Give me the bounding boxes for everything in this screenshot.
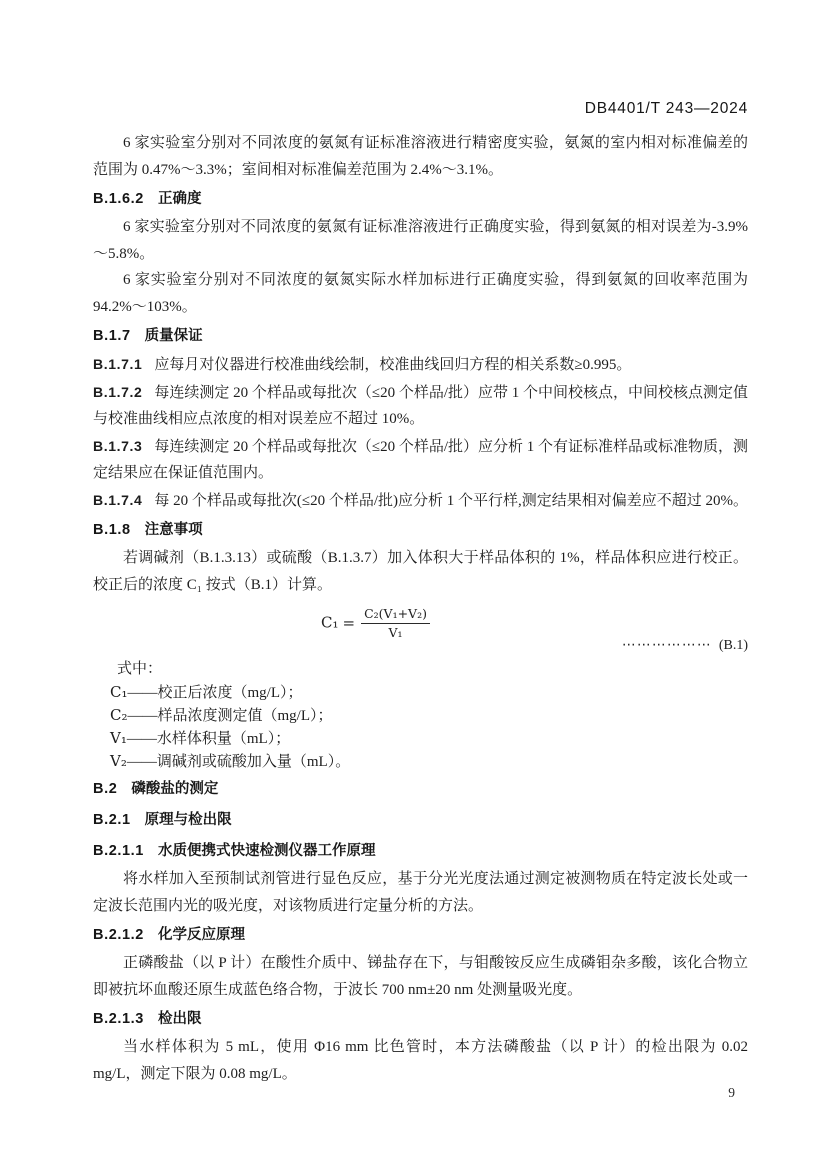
fraction-numerator: C₂(V₁+V₂) [361,606,430,624]
clause-b-1-7-1 [93,351,748,379]
definition-symbol: V₁ [110,729,127,747]
clause-b-1-7-2 [93,379,748,433]
clause-number: B.1.7.2 [93,383,143,400]
clause-title: 注意事项 [144,522,203,538]
heading-b-2-1-3 [93,1005,748,1034]
clause-number: B.2.1.1 [93,843,144,859]
clause-title: 质量保证 [144,328,203,344]
leader-dots: ⋯⋯⋯⋯⋯⋯ [621,637,712,653]
definition-c1 [93,681,748,704]
heading-b-2-1-2 [93,921,748,950]
clause-title: 正确度 [157,191,202,207]
clause-title: 检出限 [157,1011,202,1027]
clause-number: B.1.7.4 [93,491,143,508]
heading-b-2-1-1 [93,837,748,866]
equation-lhs: C₁ [321,613,339,632]
definition-c2 [93,704,748,727]
clause-title: 化学反应原理 [157,927,245,943]
document-number-header: DB4401/T 243—2024 [584,100,748,117]
heading-b-2-1 [93,806,748,835]
clause-number: B.2.1 [93,812,131,828]
heading-b-1-8 [93,516,748,545]
equation-expression [48,606,703,641]
paragraph-precision: 6 家实验室分别对不同浓度的氨氮有证标准溶液进行精密度实验，氨氮的室内相对标准偏差的范围为 0.47%～3.3%；室间相对标准偏差范围为 2.4%～3.1%。 [93,135,748,178]
clause-number: B.1.7 [93,328,131,344]
clause-title: 水质便携式快速检测仪器工作原理 [157,843,376,859]
clause-number: B.1.7.1 [93,356,143,372]
heading-b-1-6-2 [93,185,748,214]
clause-number: B.2.1.2 [93,927,144,943]
clause-number: B.1.8 [93,522,131,538]
definition-text: ——样品浓度测定值（mg/L）； [127,708,333,724]
equation-fraction [361,606,430,641]
page-content [93,130,748,1087]
clause-number: B.1.7.3 [93,437,143,454]
clause-number: B.1.6.2 [93,191,144,207]
heading-b-2 [93,775,748,804]
equation-equals: = [342,613,356,632]
equation-number: (B.1) [718,638,748,653]
definition-symbol: C₁ [110,683,128,701]
page-number: 9 [728,1085,735,1100]
clause-number: B.2 [93,781,118,797]
fraction-denominator: V₁ [388,625,403,640]
clause-text: 应每月对仪器进行校准曲线绘制，校准曲线回归方程的相关系数≥0.995。 [154,357,632,373]
paragraph-accuracy-1: 6 家实验室分别对不同浓度的氨氮有证标准溶液进行正确度实验，得到氨氮的相对误差为-3.9%～5.8%。 [93,219,748,262]
definition-v2 [93,750,748,773]
heading-b-1-7 [93,322,748,351]
paragraph-b-2-1-3: 当水样体积为 5 mL，使用 Φ16 mm 比色管时，本方法磷酸盐（以 P 计）的检出限为 0.02 mg/L，测定下限为 0.08 mg/L。 [93,1039,748,1082]
clause-b-1-7-4 [93,487,748,515]
equation-label [622,637,748,654]
equation-b1 [93,604,748,656]
paragraph-b-2-1-1: 将水样加入至预制试剂管进行显色反应，基于分光光度法通过测定被测物质在特定波长处或一定波长范围内光的吸光度，对该物质进行定量分析的方法。 [93,871,748,914]
definition-v1 [93,727,748,750]
definition-symbol: C₂ [110,706,128,724]
clause-number: B.2.1.3 [93,1011,144,1027]
definition-symbol: V₂ [110,752,127,770]
definition-text: ——调碱剂或硫酸加入量（mL）。 [126,754,351,770]
paragraph-b-2-1-2: 正磷酸盐（以 P 计）在酸性介质中、锑盐存在下，与钼酸铵反应生成磷钼杂多酸，该化合物立即被抗坏血酸还原生成蓝色络合物，于波长 700 nm±20 nm 处测量吸光度。 [93,955,748,998]
paragraph-notes: 若调碱剂（B.1.3.13）或硫酸（B.1.3.7）加入体积大于样品体积的 1%，样品体积应进行校正。校正后的浓度 C₁ 按式（B.1）计算。 [93,550,748,593]
definition-text: ——水样体积量（mL）； [126,731,291,747]
clause-text: 每连续测定 20 个样品或每批次（≤20 个样品/批）应分析 1 个有证标准样品或标准物质，测定结果应在保证值范围内。 [93,438,748,481]
clause-text: 每 20 个样品或每批次(≤20 个样品/批)应分析 1 个平行样,测定结果相对偏差应不超过 20%。 [154,492,748,509]
definition-text: ——校正后浓度（mg/L）； [127,685,303,701]
clause-b-1-7-3 [93,433,748,487]
clause-title: 磷酸盐的测定 [131,781,219,797]
clause-title: 原理与检出限 [144,812,232,828]
clause-text: 每连续测定 20 个样品或每批次（≤20 个样品/批）应带 1 个中间校核点，中间校核点测定值与校准曲线相应点浓度的相对误差应不超过 10%。 [93,384,748,427]
paragraph-accuracy-2: 6 家实验室分别对不同浓度的氨氮实际水样加标进行正确度实验，得到氨氮的回收率范围为 94.2%～103%。 [93,272,748,315]
where-label: 式中： [117,661,163,677]
